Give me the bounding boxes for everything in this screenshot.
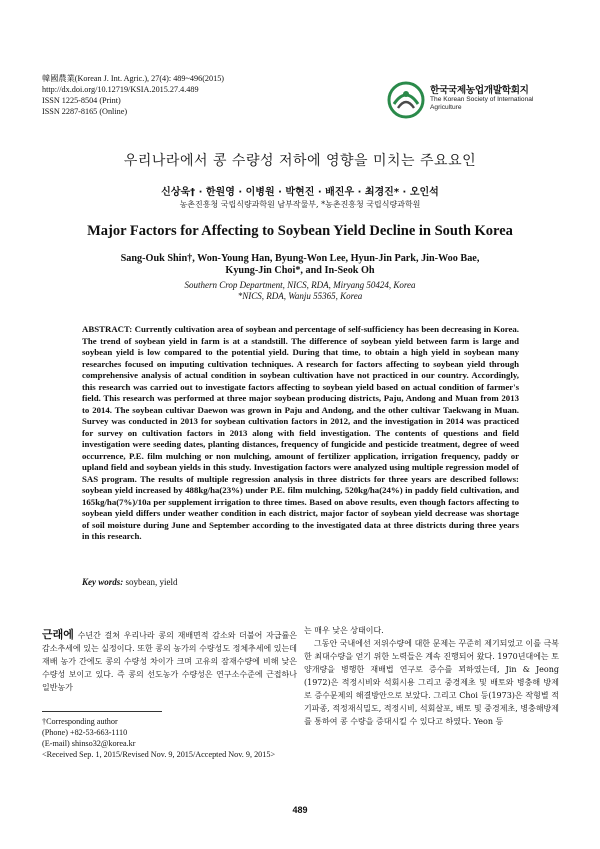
keywords-value: soybean, yield	[125, 577, 178, 587]
issn-print: ISSN 1225-8504 (Print)	[42, 96, 121, 105]
author-phone: (Phone) +82-53-663-1110	[42, 728, 128, 737]
page-number: 489	[292, 805, 308, 815]
society-name-en: The Korean Society of International Agriculture	[430, 96, 534, 111]
corresponding-author: †Corresponding author	[42, 717, 118, 726]
affiliation-korean: 농촌진흥청 국립식량과학원 남부작물부, *농촌진흥청 국립식량과학원	[179, 200, 421, 209]
authors-korean: 신상욱† · 한원영 · 이병원 · 박현진 · 배진우 · 최경진* · 오인석	[161, 187, 439, 198]
affiliation-english	[0, 280, 600, 302]
society-logo	[386, 80, 566, 122]
affiliation-english-line1: Southern Crop Department, NICS, RDA, Miryang 50424, Korea	[184, 280, 416, 290]
issn-online: ISSN 2287-8165 (Online)	[42, 107, 128, 116]
society-name-kr: 한국국제농업개발학회지	[430, 85, 529, 96]
title-korean: 우리나라에서 콩 수량성 저하에 영향을 미치는 주요요인	[123, 153, 477, 169]
body-column-left	[42, 628, 297, 694]
authors-english-line2: Kyung-Jin Choi*, and In-Seok Oh	[225, 265, 375, 276]
affiliation-english-line2: *NICS, RDA, Wanju 55365, Korea	[237, 291, 363, 301]
doi-link[interactable]: http://dx.doi.org/10.12719/KSIA.2015.27.4.489	[42, 85, 199, 94]
keywords-label: Key words:	[82, 577, 124, 587]
author-email[interactable]: (E-mail) shinso32@korea.kr	[42, 739, 136, 748]
body-lead-word: 근래에	[42, 628, 74, 641]
body-column-right	[304, 624, 559, 728]
body-right-para2: 그동안 국내에선 저위수량에 대한 문제는 꾸준히 제기되었고 이를 극복한 최대수량을 얻기 위한 노력들은 계속 진행되어 왔다. 1970년대에는 토양개량을 병행한 재배법 연구로 증수를 꾀하였는데, Jin & Jeong (1972)은 적정시비와 석회시용 그리고 중경제초 및 배토와 병충해 방제로 증수문제의 해결방안으로 보았다. 그리고 Choi 등(1973)은 작형별 적기파종, 적정재식밀도, 적정시비, 석회살포, 배토 및 중경제초, 병충해방제를 통하여 콩 수량을 증대시킬 수 있다고 하였다. Yeon 등	[304, 639, 559, 726]
authors-english	[0, 253, 600, 277]
received-dates: <Received Sep. 1, 2015/Revised Nov. 9, 2015/Accepted Nov. 9, 2015>	[42, 750, 276, 759]
society-emblem-icon	[386, 80, 426, 120]
body-right-para1: 는 매우 낮은 상태이다.	[304, 626, 384, 635]
footnote	[42, 716, 275, 760]
abstract: ABSTRACT: Currently cultivation area of soybean and percentage of self-sufficiency has been decreasing in Korea. The trend of soybean yield in farm is at a standstill. The difference of soybean yield between farm is large and soybean yield is low compared to the potential yield. During that time, to obtain a high yield in soybean many researches focused on imputing cultivation techniques. A research for factors affecting to soybean yield through comprehensive analysis of actual condition in soybean cultivation have not practiced in our country. Accordingly, this research was carried out to investigate factors affecting to soybean yield based on actual condition of farmer's field. This research was performed at three major soybean producing districts, Paju, Andong and Muan from 2013 to 2014. The soybean cultivar Daewon was grown in Paju and Andong, and the other cultivar Taekwang in Muan. Survey was conducted in 2013 for soybean cultivation factors in 2012, and the investigation in 2014 was practiced for survey on cultivation factors in 2013 along with field investigation. The contents of questions and field investigation were seeding dates, planting distances, frequency of fungicide and pesticide treatment, degree of weed occurrence, P.E. film mulching or non mulching, amount of fertilizer application, irrigation frequency, paddy or upland field and soybean yields in this study. Investigation factors were analyzed using multiple regression model of SAS program. The results of multiple regression analysis in three districts for three years are described follows: soybean yield increased by 488kg/ha(23%) under P.E. film mulching, 520kg/ha(24%) in paddy field cultivation, and 165kg/ha(7%)/10a per supplement irrigation to three times. Based on above results, even though factors affecting to soybean yield differs under weather condition in each district, major factor of soybean yield decrease was shortage of soil moisture during June and September according to the investigated data at three districts during three years in this research.	[82, 324, 519, 541]
footnote-divider	[42, 711, 162, 712]
title-english: Major Factors for Affecting to Soybean Yield Decline in South Korea	[87, 223, 513, 239]
journal-citation: 韓國農業(Korean J. Int. Agric.), 27(4): 489~496(2015)	[42, 74, 225, 83]
keywords	[82, 577, 178, 587]
body-left-text: 수년간 걸쳐 우리나라 콩의 재배면적 감소와 더불어 자급률은 감소추세에 있는 실정이다. 또한 콩의 농가의 수량성도 정체추세에 있는데 재배 농가 간에도 콩의 수량성 차이가 크며 고유의 잠재수량에 비해 낮은 수량성 보이고 있다. 즉 콩의 선도농가 수량성은 연구소수준에 근접하나 일반농가	[42, 631, 297, 692]
authors-english-line1: Sang-Ouk Shin†, Won-Young Han, Byung-Won Lee, Hyun-Jin Park, Jin-Woo Bae,	[120, 253, 480, 264]
journal-meta	[42, 73, 224, 117]
